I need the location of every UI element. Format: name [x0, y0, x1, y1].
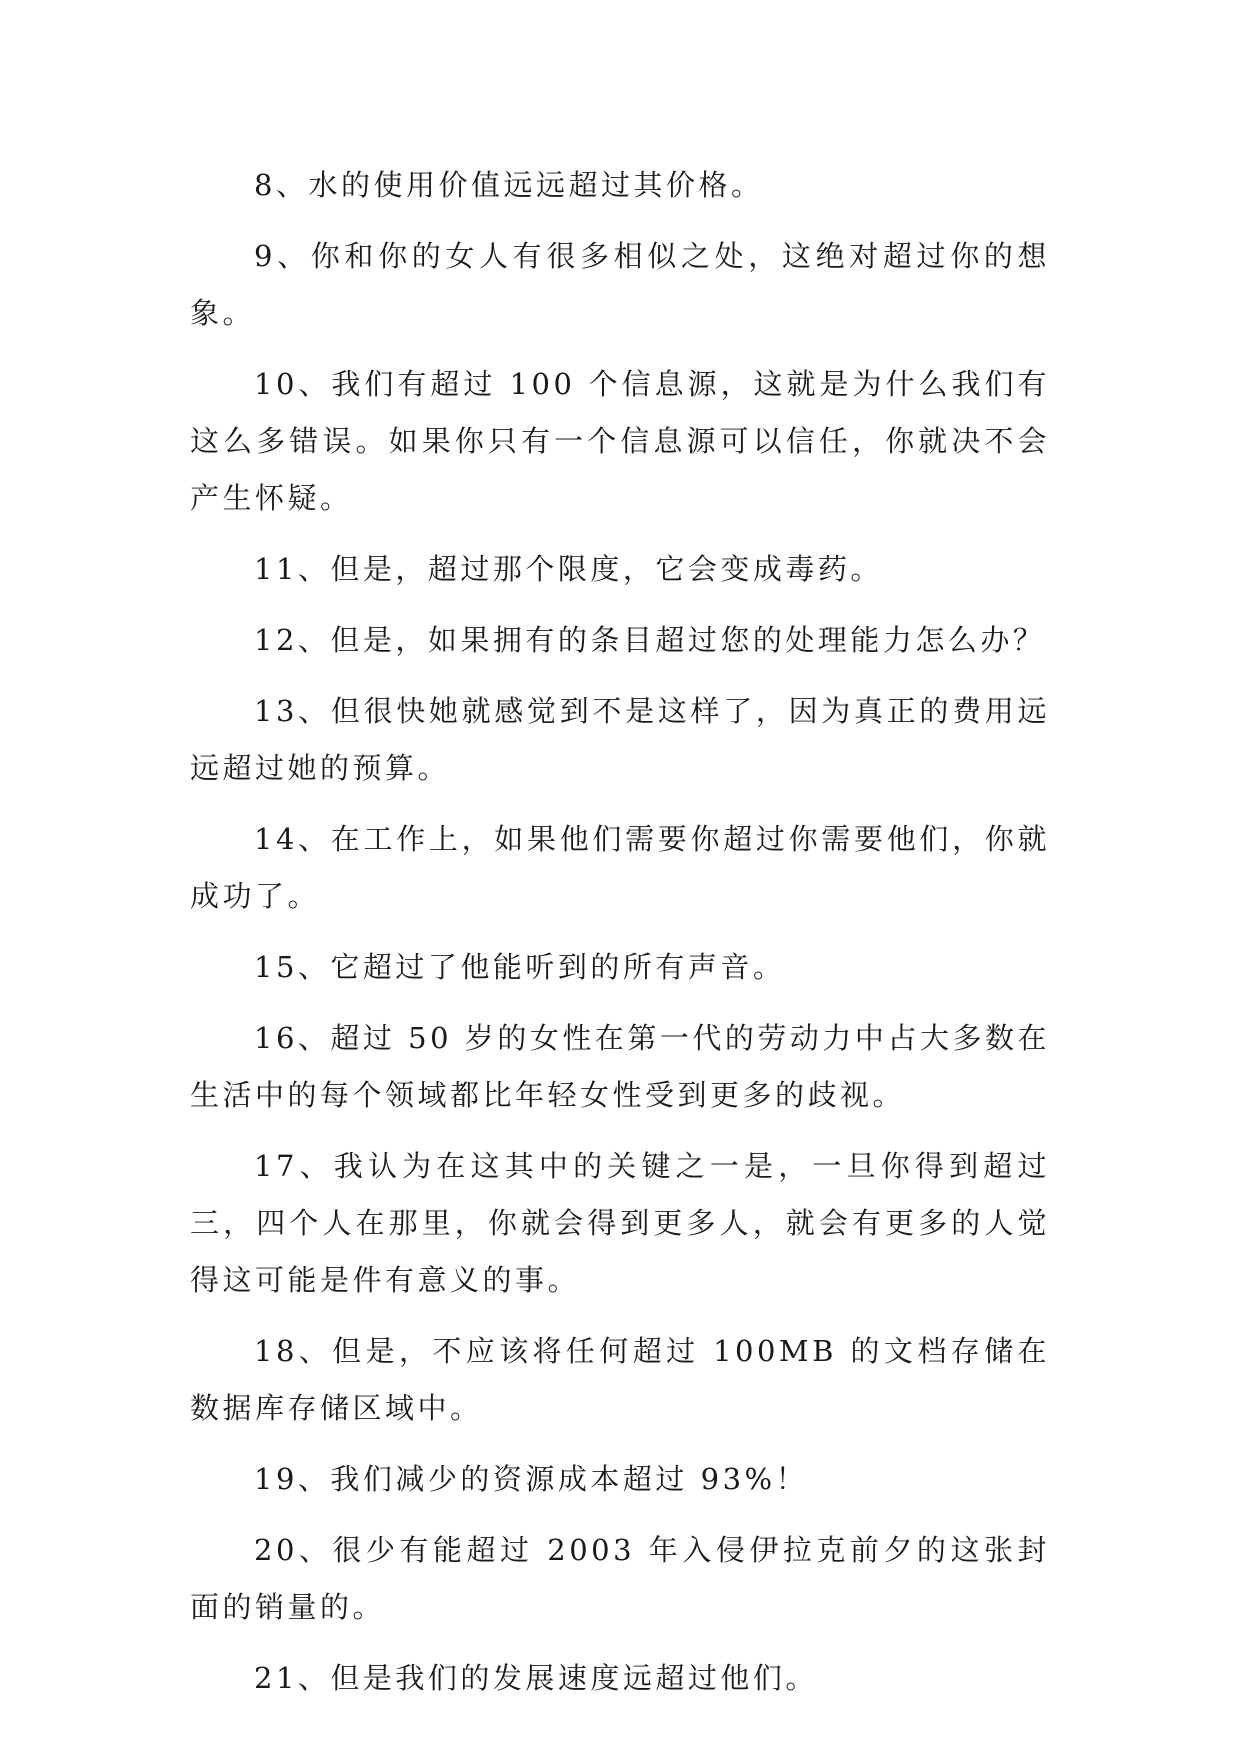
paragraph-12: 12、但是，如果拥有的条目超过您的处理能力怎么办？ [254, 623, 1046, 657]
paragraph-17: 17、我认为在这其中的关键之一是，一旦你得到超过三，四个人在那里，你就会得到更多人，就会有更多的人觉得这可能是件有意义的事。 [190, 1149, 1050, 1297]
paragraph-15: 15、它超过了他能听到的所有声音。 [254, 950, 786, 984]
paragraph-10: 10、我们有超过 100 个信息源，这就是为什么我们有这么多错误。如果你只有一个信息源可以信任，你就决不会产生怀疑。 [190, 367, 1050, 515]
paragraph-21: 21、但是我们的发展速度远超过他们。 [254, 1661, 818, 1695]
paragraph-9: 9、你和你的女人有很多相似之处，这绝对超过你的想象。 [190, 239, 1050, 330]
paragraph-8: 8、水的使用价值远远超过其价格。 [254, 168, 764, 202]
paragraph-11: 11、但是，超过那个限度，它会变成毒药。 [254, 552, 883, 586]
paragraph-20: 20、很少有能超过 2003 年入侵伊拉克前夕的这张封面的销量的。 [190, 1533, 1050, 1624]
paragraph-18: 18、但是，不应该将任何超过 100MB 的文档存储在数据库存储区域中。 [190, 1334, 1050, 1425]
document-body [190, 157, 1050, 1721]
paragraph-19: 19、我们减少的资源成本超过 93%！ [254, 1462, 809, 1496]
paragraph-13: 13、但很快她就感觉到不是这样了，因为真正的费用远远超过她的预算。 [190, 694, 1050, 785]
paragraph-14: 14、在工作上，如果他们需要你超过你需要他们，你就成功了。 [190, 822, 1050, 913]
paragraph-16: 16、超过 50 岁的女性在第一代的劳动力中占大多数在生活中的每个领域都比年轻女性受到更多的歧视。 [190, 1021, 1050, 1112]
